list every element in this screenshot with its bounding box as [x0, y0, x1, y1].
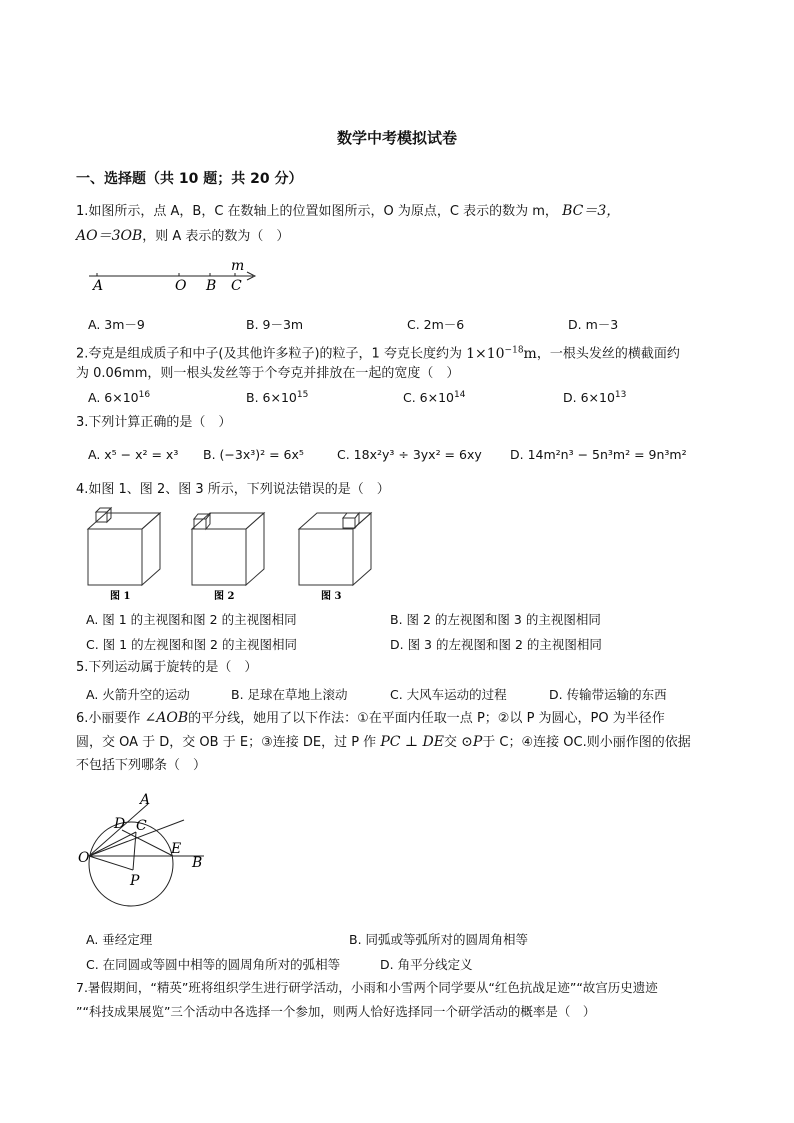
q1-option-a[interactable]: A. 3m－9	[88, 317, 145, 332]
figure-3-label: 图 3	[321, 591, 342, 602]
q5-option-b[interactable]: B. 足球在草地上滚动	[231, 687, 348, 702]
q2-unit: m	[523, 345, 537, 362]
q5-option-a[interactable]: A. 火箭升空的运动	[86, 687, 190, 702]
q1-option-b[interactable]: B. 9－3m	[246, 317, 304, 332]
q6-line2a: 圆，交 OA 于 D，交 OB 于 E；③连接 DE，过 P 作	[76, 735, 377, 750]
point-o-label: O	[175, 278, 187, 294]
question-7-line1: 7.暑假期间，“精英”班将组织学生进行研学活动，小雨和小雪两个同学要从“红色抗战足迹”“故宫历史遗迹	[76, 980, 658, 995]
section-heading: 一、选择题（共 10 题；共 20 分）	[76, 171, 303, 187]
q3-option-d[interactable]: D. 14m²n³ − 5n³m² = 9n³m²	[510, 447, 687, 462]
q3-option-b[interactable]: B. (−3x³)² = 6x⁵	[203, 447, 304, 462]
q2-option-a[interactable]	[88, 390, 150, 405]
q2-option-c[interactable]	[403, 390, 465, 405]
question-2-line2: 为 0.06mm，则一根头发丝等于个夸克并排放在一起的宽度（ ）	[76, 366, 460, 381]
q1-option-d[interactable]: D. m－3	[568, 317, 619, 332]
q6-perp: PC ⊥ DE	[380, 734, 444, 750]
q2-option-d[interactable]	[563, 390, 626, 405]
point-a-label: A	[140, 792, 151, 808]
q3-option-a[interactable]: A. x⁵ − x² = x³	[88, 447, 179, 462]
q2-option-c-base: C. 6×10	[403, 390, 455, 406]
point-e-label: E	[171, 841, 182, 857]
q6-option-b[interactable]: B. 同弧或等弧所对的圆周角相等	[349, 932, 529, 947]
figure-2-cube	[192, 513, 264, 585]
question-6-line1	[76, 710, 665, 727]
q2-math-base: 1×10	[466, 345, 505, 362]
point-m-label: m	[231, 258, 245, 274]
question-3-text: 3.下列计算正确的是（ ）	[76, 415, 232, 430]
q2-math-exp: −18	[504, 345, 524, 355]
cube-figures	[80, 502, 380, 602]
q1-text: 1.如图所示，点 A，B，C 在数轴上的位置如图所示，O 为原点，C 表示的数为 m，	[76, 204, 558, 219]
q2-option-a-base: A. 6×10	[88, 390, 139, 406]
q6-angle: ∠AOB	[144, 710, 189, 726]
q6-option-a[interactable]: A. 垂经定理	[86, 932, 153, 947]
figure-1-cube	[88, 508, 160, 585]
number-line-figure	[85, 258, 265, 298]
q6-line2c: 于 C；④连接 OC.则小丽作图的依据	[482, 735, 691, 750]
q1-option-c[interactable]: C. 2m－6	[407, 317, 465, 332]
segment-op	[89, 856, 133, 870]
question-5-text: 5.下列运动属于旋转的是（ ）	[76, 660, 258, 675]
q6-option-c[interactable]: C. 在同圆或等圆中相等的圆周角所对的弧相等	[86, 957, 341, 972]
figure-2-label: 图 2	[214, 591, 235, 602]
q6-circle: ⊙P	[461, 734, 483, 750]
q3-option-c[interactable]: C. 18x²y³ ÷ 3yx² = 6xy	[337, 447, 482, 462]
q2-option-b-base: B. 6×10	[246, 390, 297, 406]
segment-pc	[133, 832, 136, 870]
question-2-line1	[76, 342, 680, 363]
angle-bisector-figure	[76, 792, 216, 922]
point-o-label: O	[78, 850, 90, 866]
q2-option-d-exp: 13	[614, 390, 627, 400]
question-1-line2	[76, 228, 289, 245]
q1-ask: ，则 A 表示的数为（ ）	[142, 229, 290, 244]
q5-option-c[interactable]: C. 大风车运动的过程	[390, 687, 507, 702]
q2-text-b: ，一根头发丝的横截面约	[536, 346, 680, 362]
q6-line1a: 6.小丽要作	[76, 711, 141, 726]
q6-option-d[interactable]: D. 角平分线定义	[380, 957, 473, 972]
figure-1-label: 图 1	[110, 591, 131, 602]
question-6-line3: 不包括下列哪条（ ）	[76, 758, 207, 773]
question-4-text: 4.如图 1、图 2、图 3 所示，下列说法错误的是（ ）	[76, 482, 390, 497]
point-a-label: A	[93, 278, 104, 294]
q2-option-b[interactable]	[246, 390, 308, 405]
q5-option-d[interactable]: D. 传输带运输的东西	[549, 687, 667, 702]
point-p-label: P	[130, 873, 140, 889]
point-b-label: B	[206, 278, 217, 294]
q4-option-b[interactable]: B. 图 2 的左视图和图 3 的主视图相同	[390, 612, 601, 627]
q1-math-ao: AO＝3OB	[76, 228, 143, 244]
q1-math-bc: BC＝3，	[562, 203, 621, 219]
point-c-label: C	[136, 818, 147, 834]
q2-option-d-base: D. 6×10	[563, 390, 615, 406]
q2-option-b-exp: 15	[296, 390, 309, 400]
q2-math	[466, 346, 537, 362]
point-c-label: C	[231, 278, 242, 294]
question-1-line1	[76, 203, 620, 220]
page-title: 数学中考模拟试卷	[336, 129, 457, 147]
q4-option-c[interactable]: C. 图 1 的左视图和图 2 的主视图相同	[86, 637, 297, 652]
figure-3-cube	[299, 513, 371, 585]
point-b-label: B	[192, 855, 203, 871]
q2-text: 2.夸克是组成质子和中子(及其他许多粒子)的粒子，1 夸克长度约为	[76, 346, 462, 362]
q2-option-c-exp: 14	[454, 390, 466, 400]
q4-option-a[interactable]: A. 图 1 的主视图和图 2 的主视图相同	[86, 612, 297, 627]
q6-line2b: 交	[443, 735, 457, 750]
question-6-line2	[76, 734, 691, 751]
point-d-label: D	[114, 816, 126, 832]
q6-line1b: 的平分线，她用了以下作法：①在平面内任取一点 P；②以 P 为圆心，PO 为半径作	[188, 711, 665, 726]
q4-option-d[interactable]: D. 图 3 的左视图和图 2 的主视图相同	[390, 637, 602, 652]
question-7-line2: ”“科技成果展览”三个活动中各选择一个参加，则两人恰好选择同一个研学活动的概率是（ ）	[76, 1004, 596, 1019]
q2-option-a-exp: 16	[138, 390, 151, 400]
